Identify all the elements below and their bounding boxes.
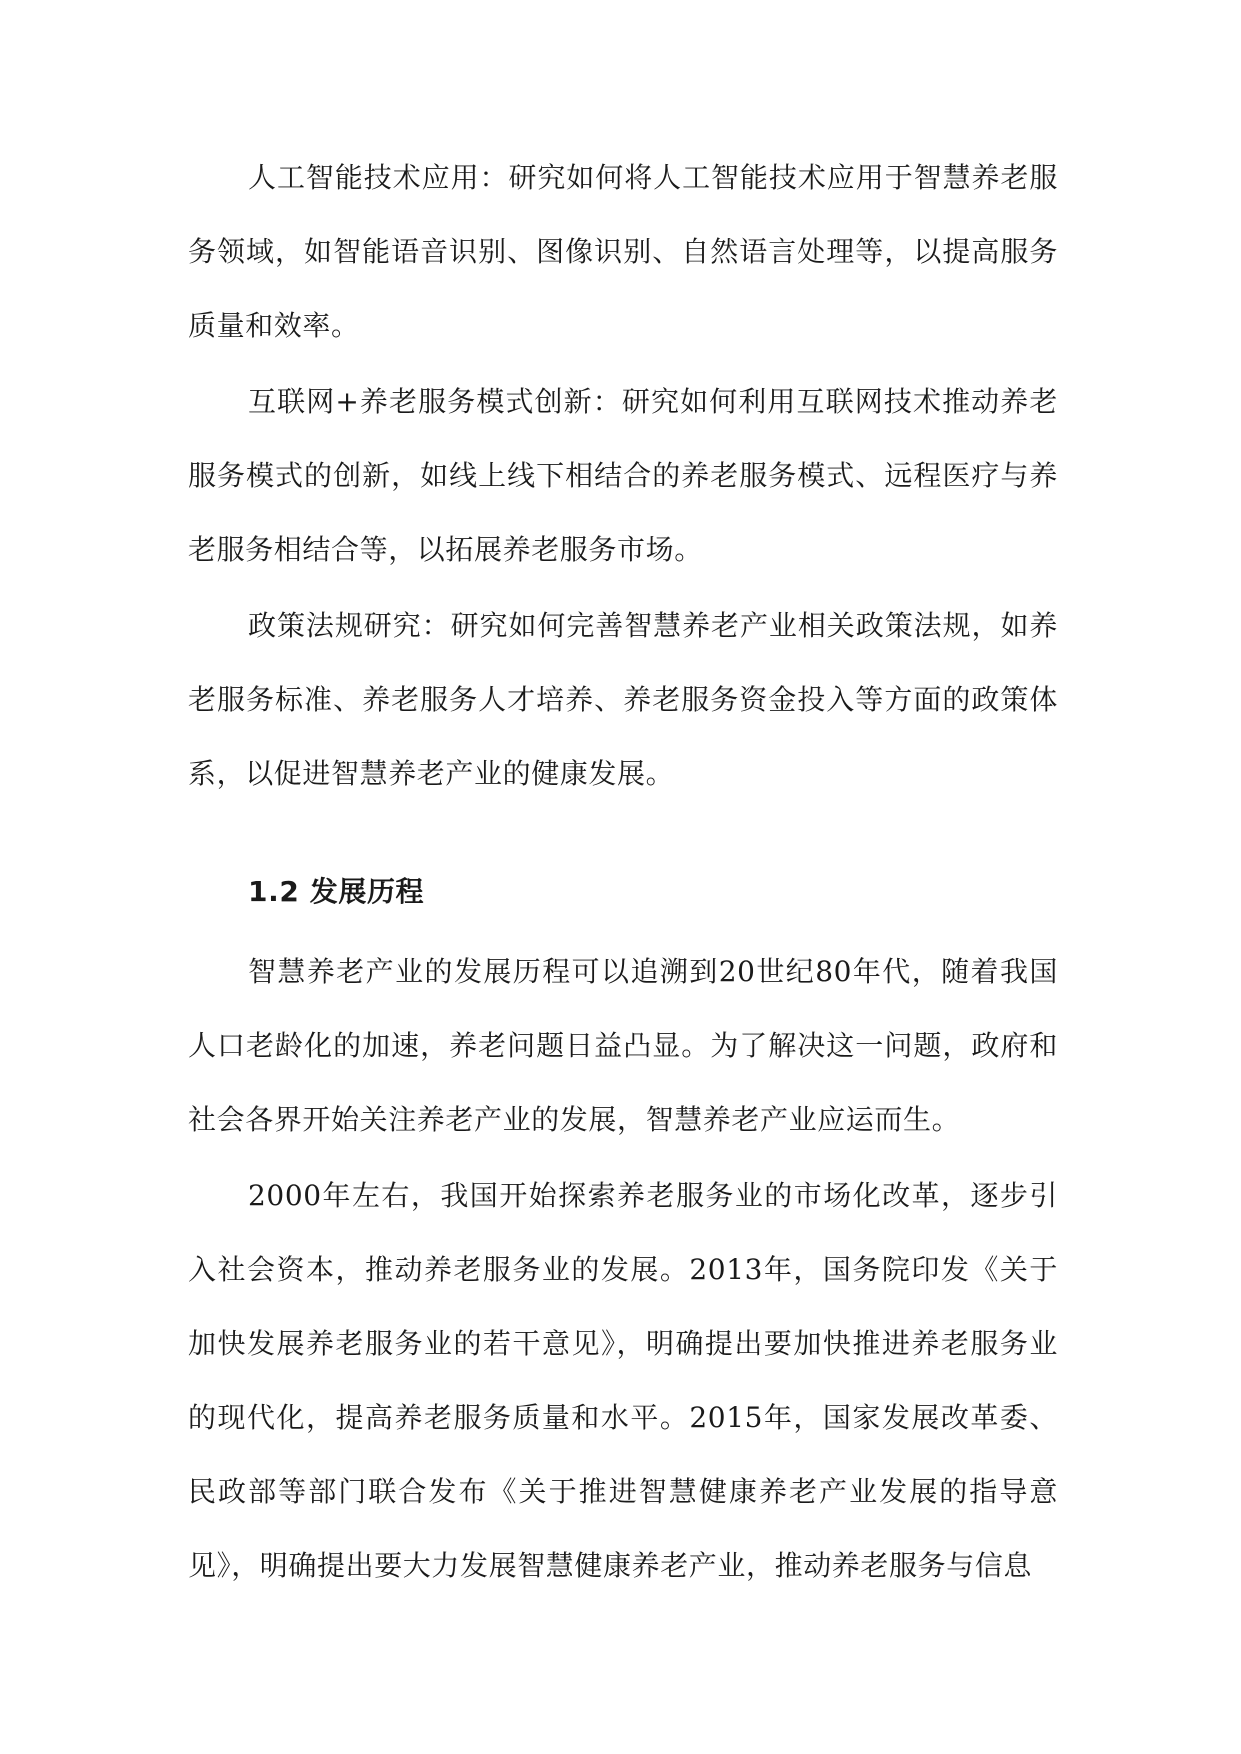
- paragraph-internet-model-innovation: 互联网+养老服务模式创新：研究如何利用互联网技术推动养老服务模式的创新，如线上线下相结合的养老服务模式、远程医疗与养老服务相结合等，以拓展养老服务市场。: [188, 385, 1058, 566]
- paragraph-policy-research: 政策法规研究：研究如何完善智慧养老产业相关政策法规，如养老服务标准、养老服务人才培养、养老服务资金投入等方面的政策体系，以促进智慧养老产业的健康发展。: [188, 609, 1058, 790]
- paragraph-history-2000s: 2000年左右，我国开始探索养老服务业的市场化改革，逐步引入社会资本，推动养老服务业的发展。2013年，国务院印发《关于加快发展养老服务业的若干意见》，明确提出要加快推进养老服务业的现代化，提高养老服务质量和水平。2015年，国家发展改革委、民政部等部门联合发布《关于推进智慧健康养老产业发展的指导意见》，明确提出要大力发展智慧健康养老产业，推动养老服务与信息: [188, 1179, 1058, 1582]
- section-heading-development-history: 1.2 发展历程: [248, 875, 425, 908]
- document-body: [188, 141, 1058, 1603]
- paragraph-history-origin: 智慧养老产业的发展历程可以追溯到20世纪80年代，随着我国人口老龄化的加速，养老问题日益凸显。为了解决这一问题，政府和社会各界开始关注养老产业的发展，智慧养老产业应运而生。: [188, 955, 1058, 1136]
- paragraph-ai-application: 人工智能技术应用：研究如何将人工智能技术应用于智慧养老服务领域，如智能语音识别、图像识别、自然语言处理等，以提高服务质量和效率。: [188, 161, 1058, 342]
